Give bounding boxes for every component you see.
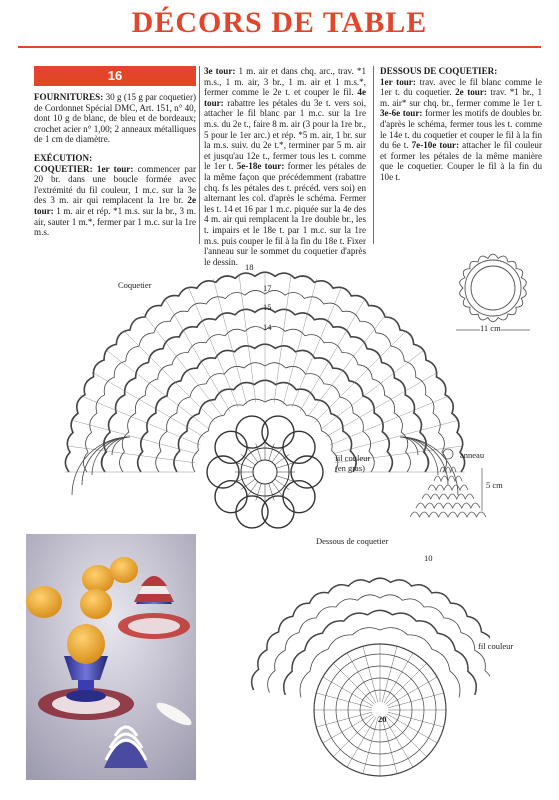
execution-heading: EXÉCUTION: xyxy=(34,152,93,163)
coquetier-rounds xyxy=(204,66,366,267)
round-number-18: 18 xyxy=(245,262,254,272)
round-number-20: 20 xyxy=(378,714,387,724)
round-label: 1er tour: xyxy=(92,163,134,174)
anneau-label: anneau xyxy=(460,450,485,460)
egg xyxy=(26,586,62,618)
round-text: trav. avec le fil blanc comme le 1er t. du coquetier. xyxy=(380,76,542,98)
round-number-17: 17 xyxy=(263,283,272,293)
ring-icon xyxy=(443,449,453,459)
egg-cups-photo xyxy=(26,534,196,780)
flower-petal xyxy=(236,496,268,528)
fournitures-text: 30 g (15 g par coquetier) de Cordonnet Spécial DMC, Art. 151, n° 40, dont 10 g de blanc, de bleu et de bordeaux; crochet acier n° 1,00; 2 anneaux métalliques de 1 cm de diamètre. xyxy=(34,92,197,145)
fournitures-label: FOURNITURES: xyxy=(34,92,104,102)
round-label: 3e tour: xyxy=(204,66,236,76)
dessous-label: Dessous de coquetier xyxy=(316,536,389,546)
petal-row xyxy=(192,399,338,472)
round-label: 2e tour: xyxy=(451,87,487,98)
text-column-1 xyxy=(34,66,196,238)
round-label: 7e-10e tour: xyxy=(408,140,460,151)
round-number-14: 14 xyxy=(263,322,272,332)
coquetier-label: COQUETIER: xyxy=(34,163,93,174)
round-text: former les pétales de la même façon que précédemment (rabattre chq. fs les pétales des t. précéd. vers soi) en alternant les col. d'après le schéma. Fermer les t. 14 et 16 par 1 m.c. piquée sur la 4e des 4 m. air qui remplacent la 1re double br., les t. impairs et le 18e t. par 1 m.c. sur la 1re m.s. puis couper le fil à la fin du 18e t. Fixer l'anneau sur le sommet du coquetier d'après le dessin. xyxy=(204,161,366,267)
title-rule xyxy=(18,46,541,48)
pattern-number-badge: 16 xyxy=(34,66,196,86)
round-label: 2e tour: xyxy=(34,195,196,216)
round-label: 5e-18e tour: xyxy=(233,161,285,172)
dessous-heading: DESSOUS DE COQUETIER: xyxy=(380,66,498,76)
round-text: 1 m. air et dans chq. arc., trav. *1 m.s., 1 m. air, 3 br., 1 m. air et 1 m.s.*, fermer comme le 2e t. et couper le fil. xyxy=(204,66,366,98)
round-number-10: 10 xyxy=(424,553,433,563)
coquetier-label: Coquetier xyxy=(118,280,152,290)
egg xyxy=(82,565,114,593)
page-title: DÉCORS DE TABLE xyxy=(131,6,428,39)
coquetier-paragraph xyxy=(34,164,196,238)
round-text: trav. *1 br., 1 m. air* sur chq. br., fermer comme le 1er t. xyxy=(380,87,543,108)
fil-couleur-gras-label: fil couleur xyxy=(335,453,371,463)
width-11cm-label: 11 cm xyxy=(480,323,501,333)
egg xyxy=(110,557,138,583)
text-column-2 xyxy=(204,66,366,267)
egg xyxy=(67,624,105,664)
round-label: 1er tour: xyxy=(380,76,416,87)
round-text: attacher le fil couleur et former les pétales de la même manière que le coquetier. Couper le fil à la fin du 10e t. xyxy=(380,140,542,182)
round-text: rabattre les pétales du 3e t. vers soi, attacher le fil blanc par 1 m.c. sur la 1re m.s. du 2e t., faire 8 m. air (3 pour la 1re br., 5 pour le 1er arc.) et rép. *5 m. air, 1 br. sur la m.s. suiv. du 2e t.*, terminer par 5 m. air et jusqu'au 12e t., fermer tous les t. comme le 1er t. xyxy=(204,97,366,172)
round-text: commencer par 20 br. dans une boucle formée avec l'extrémité du fil couleur, 1 m.c. sur la 3e des 3 m. air qui remplacent la 1re br. xyxy=(34,163,196,206)
text-column-3 xyxy=(380,66,542,183)
column-divider xyxy=(373,66,374,244)
column-divider xyxy=(199,66,200,244)
round-text: former les motifs de doubles br. d'après le schéma, fermer tous les t. comme le 14e t. du coquetier et couper le fil à la fin du 6e t. xyxy=(380,108,542,151)
round-label: 4e tour: xyxy=(204,87,366,108)
fournitures-paragraph xyxy=(34,92,196,145)
egg xyxy=(80,589,112,619)
en-gras-label: (en gras) xyxy=(335,463,365,473)
flower-petal xyxy=(262,496,294,528)
round-number-15: 15 xyxy=(263,302,272,312)
fil-couleur-label: fil couleur xyxy=(478,641,514,651)
round-text: 1 m. air et rép. *1 m.s. sur la br., 3 m. air, sauter 1 m.*, fermer par 1 m.c. sur la 1re m.s. xyxy=(34,205,196,238)
dessous-paragraph xyxy=(380,77,542,183)
dessous-crochet-chart xyxy=(250,540,490,780)
round-label: 3e-6e tour: xyxy=(380,108,423,119)
height-5cm-label: 5 cm xyxy=(486,480,503,490)
flower-petal xyxy=(236,416,268,448)
flower-petal xyxy=(262,416,294,448)
